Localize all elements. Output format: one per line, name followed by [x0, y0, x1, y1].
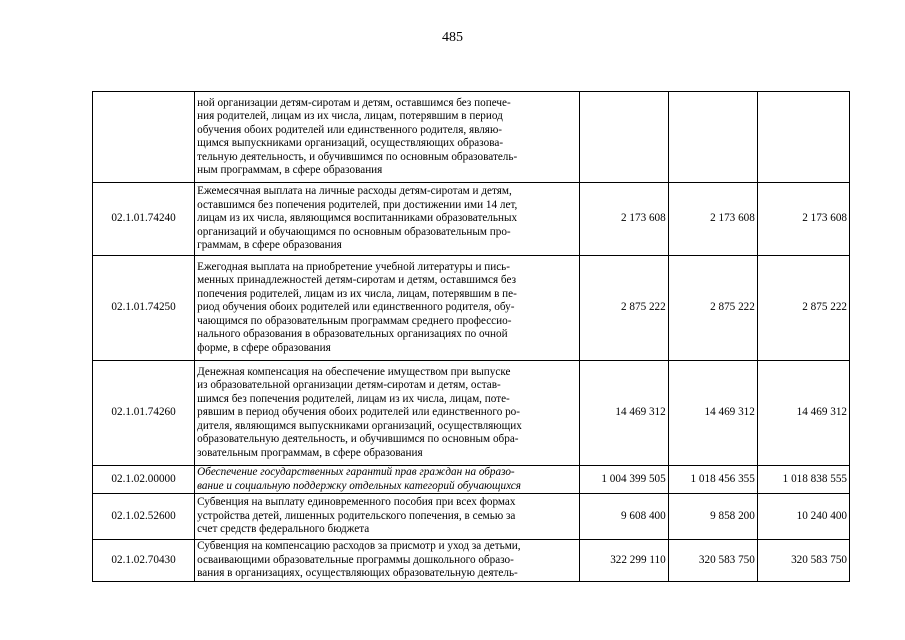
- row-code: [93, 92, 195, 183]
- row-code: 02.1.02.00000: [93, 466, 195, 494]
- row-value-3: 320 583 750: [757, 540, 849, 582]
- table-row: [93, 361, 850, 466]
- row-value-2: 9 858 200: [668, 494, 757, 540]
- row-code: 02.1.01.74240: [93, 183, 195, 256]
- row-value-1: [579, 92, 668, 183]
- row-value-1: 9 608 400: [579, 494, 668, 540]
- row-code: 02.1.02.70430: [93, 540, 195, 582]
- row-value-3: 10 240 400: [757, 494, 849, 540]
- row-value-2: 320 583 750: [668, 540, 757, 582]
- row-value-3: 2 875 222: [757, 256, 849, 361]
- row-value-3: [757, 92, 849, 183]
- table-row: [93, 183, 850, 256]
- row-code: 02.1.02.52600: [93, 494, 195, 540]
- table-row: [93, 92, 850, 183]
- table-row: [93, 494, 850, 540]
- row-value-2: 1 018 456 355: [668, 466, 757, 494]
- row-value-3: 14 469 312: [757, 361, 849, 466]
- row-value-1: 14 469 312: [579, 361, 668, 466]
- row-value-1: 2 875 222: [579, 256, 668, 361]
- row-code: 02.1.01.74250: [93, 256, 195, 361]
- row-value-1: 1 004 399 505: [579, 466, 668, 494]
- row-description: ной организации детям-сиротам и детям, оставшимся без попече- ния родителей, лицам из их числа, лицам, потерявшим в период обучения обоих родителей или единственного родителя, являю- щимся выпускниками организаций, осуществляющих образова- тельную деятельность, и обучившимся по основным образователь- ным программам, в сфере образования: [195, 92, 580, 183]
- row-code: 02.1.01.74260: [93, 361, 195, 466]
- row-description: Денежная компенсация на обеспечение имуществом при выпуске из образовательной организации детям-сиротам и детям, остав- шимся без попечения родителей, лицам из их числа, лицам, поте- рявшим в период обучения обоих родителей или единственного ро- дителя, являющимся выпускниками организаций, осуществляющих образовательную деятельность, и обучившимся по основным обра- зовательным программам, в сфере образования: [195, 361, 580, 466]
- row-description: Ежегодная выплата на приобретение учебной литературы и пись- менных принадлежностей детям-сиротам и детям, оставшимся без попечения родителей, лицам из их числа, лицам, потерявшим в пе- риод обучения обоих родителей или единственного родителя, обу- чающимся по образовательным программам среднего профессио- нального образования в образовательных организациях по очной форме, в сфере образования: [195, 256, 580, 361]
- row-description: Субвенция на компенсацию расходов за присмотр и уход за детьми, осваивающими образовательные программы дошкольного образо- вания в организациях, осуществляющих образовательную деятель-: [195, 540, 580, 582]
- row-value-1: 322 299 110: [579, 540, 668, 582]
- row-value-2: 2 173 608: [668, 183, 757, 256]
- row-value-3: 2 173 608: [757, 183, 849, 256]
- row-value-2: [668, 92, 757, 183]
- budget-table: [92, 91, 850, 582]
- table-row: [93, 256, 850, 361]
- page-number: 485: [442, 30, 463, 45]
- row-description: Субвенция на выплату единовременного пособия при всех формах устройства детей, лишенных родительского попечения, в семью за счет средств федерального бюджета: [195, 494, 580, 540]
- row-value-2: 14 469 312: [668, 361, 757, 466]
- row-value-1: 2 173 608: [579, 183, 668, 256]
- table-row: [93, 466, 850, 494]
- row-value-2: 2 875 222: [668, 256, 757, 361]
- row-description: Обеспечение государственных гарантий прав граждан на образо- вание и социальную поддержку отдельных категорий обучающихся: [195, 466, 580, 494]
- table-row: [93, 540, 850, 582]
- row-description: Ежемесячная выплата на личные расходы детям-сиротам и детям, оставшимся без попечения родителей, при достижении ими 14 лет, лицам из их числа, являющимся воспитанниками образовательных организаций и обучающимся по основным образовательным про- граммам, в сфере образования: [195, 183, 580, 256]
- row-value-3: 1 018 838 555: [757, 466, 849, 494]
